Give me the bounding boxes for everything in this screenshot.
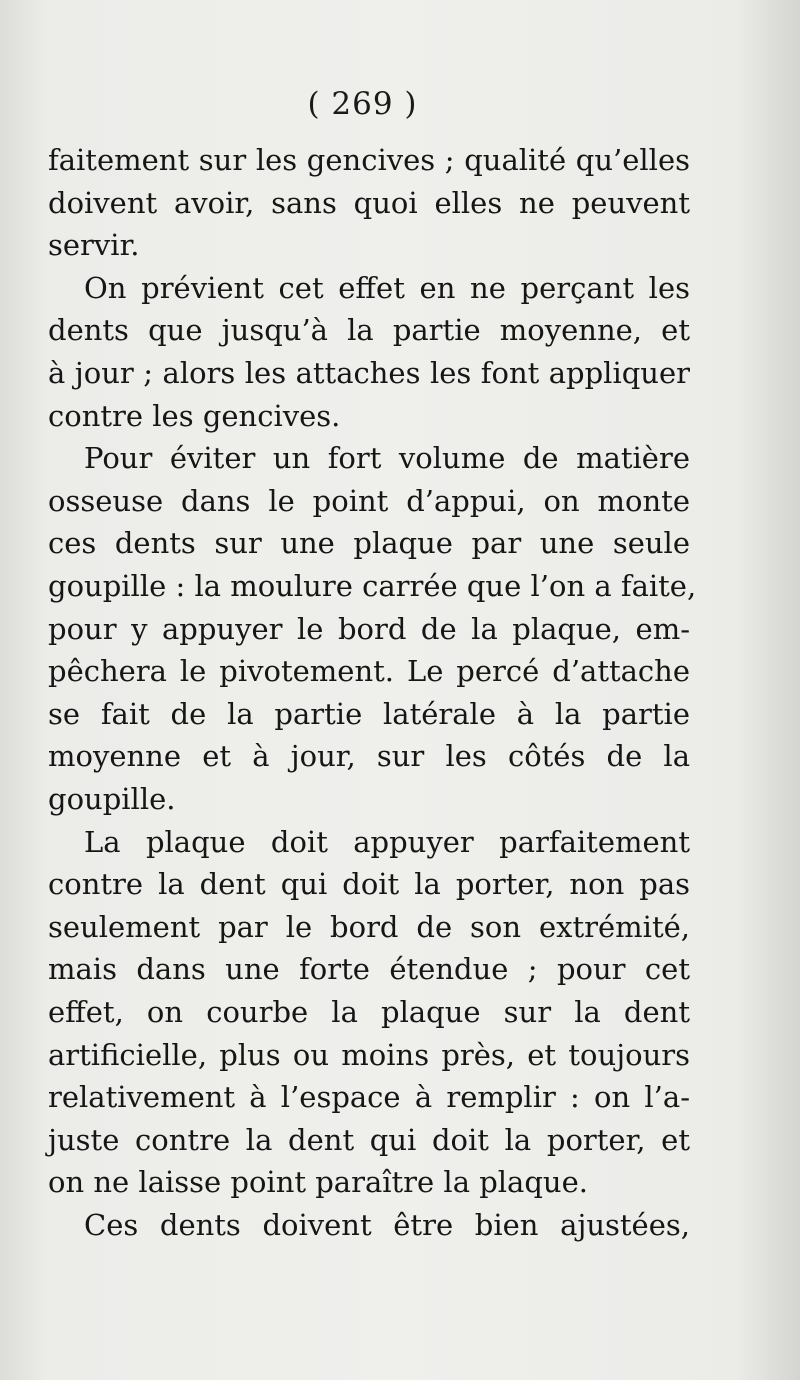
text-line: On prévient cet effet en ne perçant les bbox=[84, 270, 690, 305]
text-line: effet, on courbe la plaque sur la dent bbox=[48, 995, 690, 1029]
text-line: juste contre la dent qui doit la porter, et bbox=[48, 1122, 690, 1157]
text-line: dents que jusqu’à la partie moyenne, et bbox=[48, 313, 690, 348]
page-number: ( 269 ) bbox=[307, 86, 418, 122]
text-line: moyenne et à jour, sur les côtés de la bbox=[48, 739, 690, 774]
text-line: relativement à l’espace à remplir : on l’a- bbox=[48, 1080, 690, 1115]
text-line: Pour éviter un fort volume de matière bbox=[84, 441, 690, 476]
text-line: ces dents sur une plaque par une seule bbox=[48, 526, 690, 561]
text-line: contre la dent qui doit la porter, non pas bbox=[48, 867, 690, 902]
text-line: à jour ; alors les attaches les font appliquer bbox=[48, 356, 690, 390]
text-line: servir. bbox=[48, 228, 140, 263]
text-line: goupille : la moulure carrée que l’on a faite, bbox=[48, 569, 697, 603]
text-line: La plaque doit appuyer parfaitement bbox=[84, 824, 690, 859]
text-line: osseuse dans le point d’appui, on monte bbox=[48, 483, 690, 518]
text-line: pour y appuyer le bord de la plaque, em- bbox=[48, 611, 690, 646]
text-line: mais dans une forte étendue ; pour cet bbox=[48, 952, 690, 987]
text-line: on ne laisse point paraître la plaque. bbox=[48, 1165, 588, 1200]
text-line: se fait de la partie latérale à la partie bbox=[48, 696, 690, 731]
text-line: artificielle, plus ou moins près, et toujours bbox=[48, 1037, 690, 1072]
text-line: doivent avoir, sans quoi elles ne peuvent bbox=[48, 185, 690, 220]
text-line: contre les gencives. bbox=[48, 398, 341, 433]
text-line: goupille. bbox=[48, 782, 176, 816]
text-line: faitement sur les gencives ; qualité qu’elles bbox=[48, 143, 690, 177]
text-line: pêchera le pivotement. Le percé d’attache bbox=[48, 654, 690, 689]
text-line: Ces dents doivent être bien ajustées, bbox=[84, 1208, 690, 1242]
text-line: seulement par le bord de son extrémité, bbox=[48, 909, 690, 944]
